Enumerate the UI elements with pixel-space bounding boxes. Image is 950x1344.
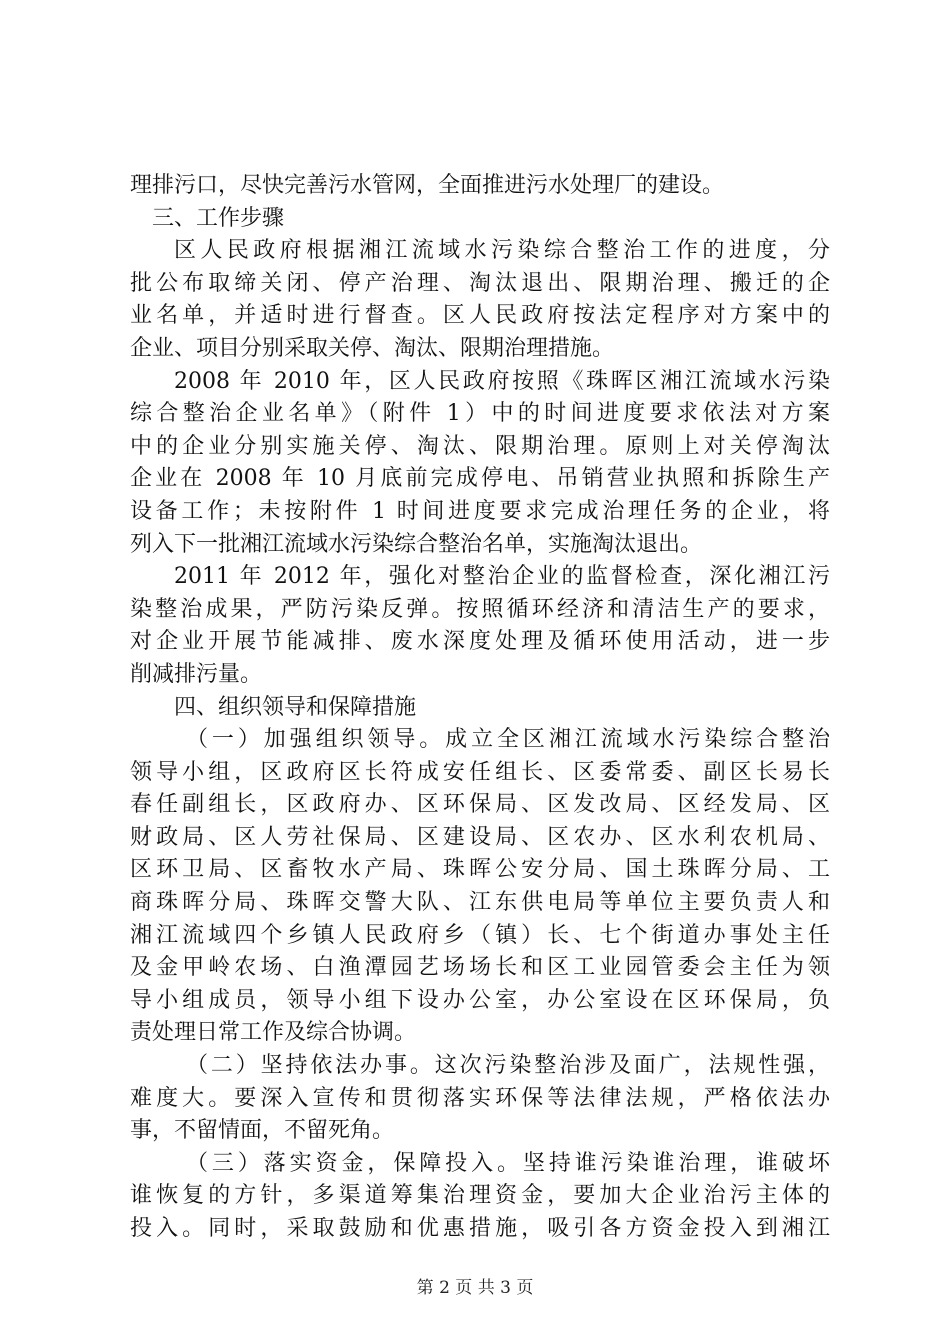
paragraph-line: 及金甲岭农场、白渔潭园艺场场长和区工业园管委会主任为领 xyxy=(130,955,830,981)
paragraph-line: 领导小组，区政府区长符成安任组长、区委常委、副区长易长 xyxy=(130,759,830,785)
paragraph-line: 染整治成果，严防污染反弹。按照循环经济和清洁生产的要求， xyxy=(130,596,830,622)
paragraph-line: 2011 年 2012 年，强化对整治企业的监督检查，深化湘江污 xyxy=(174,564,830,590)
paragraph-line: 财政局、区人劳社保局、区建设局、区农办、区水利农机局、 xyxy=(130,824,830,850)
paragraph-line: 2008 年 2010 年，区人民政府按照《珠晖区湘江流域水污染 xyxy=(174,368,830,394)
paragraph-line: 企业、项目分别采取关停、淘汰、限期治理措施。 xyxy=(130,335,615,361)
section-heading: 四、组织领导和保障措施 xyxy=(174,694,417,720)
paragraph-line: 企业在 2008 年 10 月底前完成停电、吊销营业执照和拆除生产 xyxy=(130,466,830,492)
paragraph-line: 导小组成员，领导小组下设办公室，办公室设在区环保局，负 xyxy=(130,987,830,1013)
paragraph-line: 业名单，并适时进行督查。区人民政府按法定程序对方案中的 xyxy=(130,303,830,329)
paragraph-line: 投入。同时，采取鼓励和优惠措施，吸引各方资金投入到湘江 xyxy=(130,1216,830,1241)
paragraph-line: 区人民政府根据湘江流域水污染综合整治工作的进度，分 xyxy=(174,238,830,264)
paragraph-line: 责处理日常工作及综合协调。 xyxy=(130,1020,417,1046)
paragraph-line: 春任副组长，区政府办、区环保局、区发改局、区经发局、区 xyxy=(130,792,830,818)
paragraph-line: 对企业开展节能减排、废水深度处理及循环使用活动，进一步 xyxy=(130,629,830,655)
paragraph-line: 综合整治企业名单》（附件 1）中的时间进度要求依法对方案 xyxy=(130,401,830,427)
paragraph-line: 谁恢复的方针，多渠道筹集治理资金，要加大企业治污主体的 xyxy=(130,1183,830,1209)
page-number-footer: 第 2 页 共 3 页 xyxy=(416,1278,534,1298)
document-body xyxy=(130,170,830,1246)
paragraph-line: 中的企业分别实施关停、淘汰、限期治理。原则上对关停淘汰 xyxy=(130,433,830,459)
paragraph-line: 列入下一批湘江流域水污染综合整治名单，实施淘汰退出。 xyxy=(130,531,703,557)
paragraph-line: 削减排污量。 xyxy=(130,661,263,687)
paragraph-line: 难度大。要深入宣传和贯彻落实环保等法律法规，严格依法办 xyxy=(130,1085,830,1111)
paragraph-line: 事，不留情面，不留死角。 xyxy=(130,1118,395,1144)
paragraph-line: 批公布取缔关闭、停产治理、淘汰退出、限期治理、搬迁的企 xyxy=(130,270,830,296)
paragraph-line: 设备工作；未按附件 1 时间进度要求完成治理任务的企业，将 xyxy=(130,498,830,524)
paragraph-line: 理排污口，尽快完善污水管网，全面推进污水处理厂的建设。 xyxy=(130,173,725,198)
paragraph-line: （二）坚持依法办事。这次污染整治涉及面广，法规性强， xyxy=(186,1053,830,1079)
paragraph-line: 区环卫局、区畜牧水产局、珠晖公安分局、国土珠晖分局、工 xyxy=(130,857,830,883)
paragraph-line: 湘江流域四个乡镇人民政府乡（镇）长、七个街道办事处主任 xyxy=(130,922,830,948)
section-heading: 三、工作步骤 xyxy=(152,205,285,231)
paragraph-line: 商珠晖分局、珠晖交警大队、江东供电局等单位主要负责人和 xyxy=(130,890,830,916)
paragraph-line: （一）加强组织领导。成立全区湘江流域水污染综合整治 xyxy=(186,727,830,753)
paragraph-line: （三）落实资金，保障投入。坚持谁污染谁治理，谁破坏 xyxy=(186,1150,830,1176)
